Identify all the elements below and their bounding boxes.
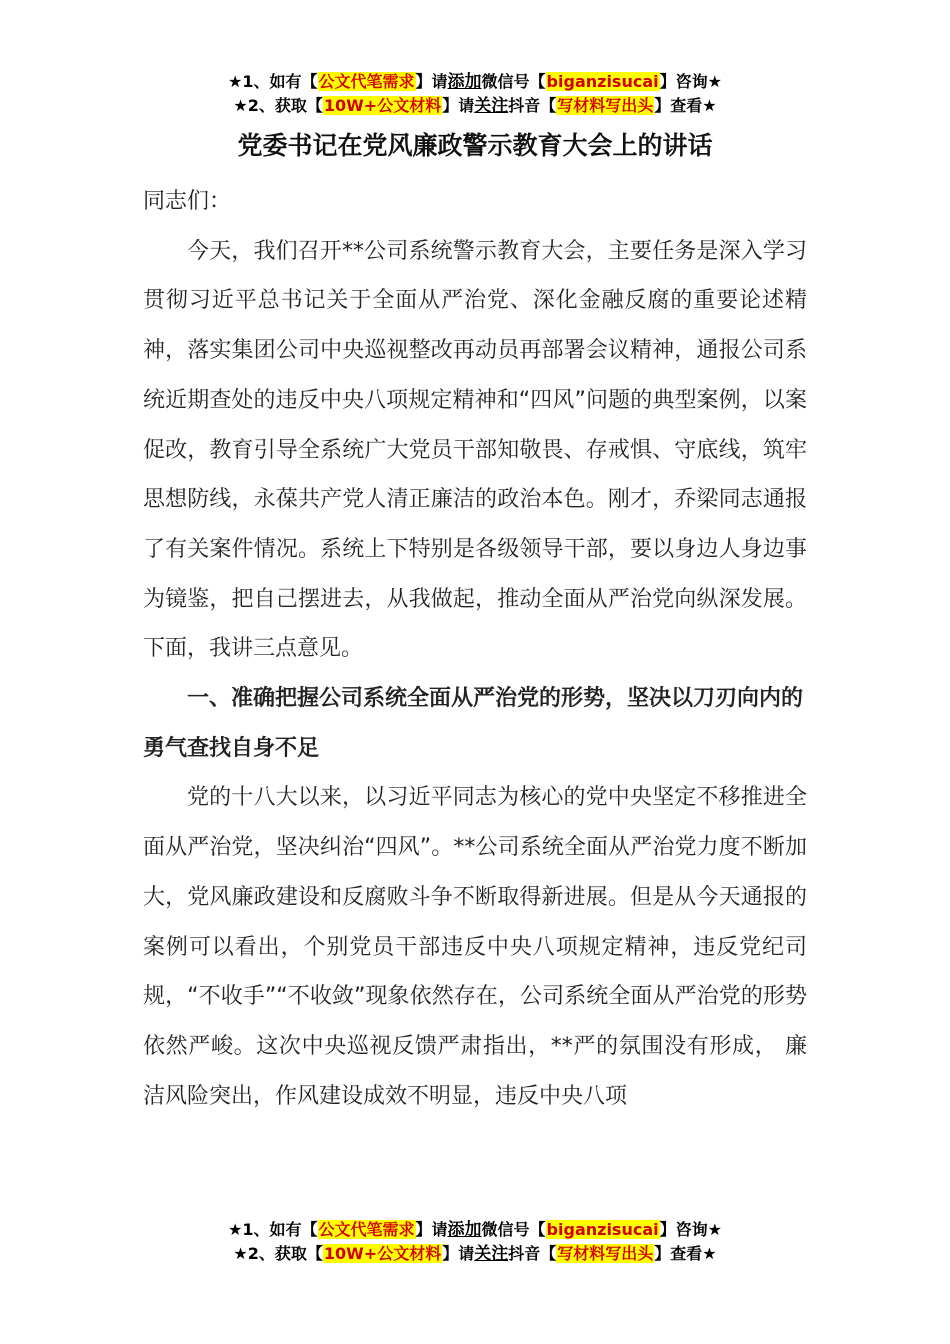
paragraph-intro: 今天，我们召开**公司系统警示教育大会，主要任务是深入学习贯彻习近平总书记关于全面从严治党、深化金融反腐的重要论述精神，落实集团公司中央巡视整改再动员再部署会议精神，通报公司系统近期查处的违反中央八项规定精神和“四风”问题的典型案例，以案促改，教育引导全系统广大党员干部知敬畏、存戒惧、守底线，筑牢思想防线，永葆共产党人清正廉洁的政治本色。刚才，乔梁同志通报了有关案件情况。系统上下特别是各级领导干部，要以身边人身边事为镜鉴，把自己摆进去，从我做起，推动全面从严治党向纵深发展。下面，我讲三点意见。 [143,238,807,662]
promo-line-1 [0,70,950,94]
promo-highlight: 10W+公文材料 [323,1244,442,1263]
promo-text: 】咨询★ [659,1220,722,1239]
promo-text: 抖音【 [508,1244,557,1263]
promo-banner-bottom [0,1218,950,1266]
promo-text: 】请 [442,1244,475,1263]
promo-emphasis: 添加 [447,72,482,92]
promo-text: 】请 [415,72,448,91]
section-heading-1: 一、准确把握公司系统全面从严治党的形势，坚决以刀刃向内的勇气查找自身不足 [143,686,804,761]
promo-emphasis: 关注 [474,96,509,116]
salutation: 同志们： [143,189,232,214]
promo-emphasis: 关注 [474,1244,509,1264]
promo-highlight: 公文代笔需求 [318,1220,415,1239]
promo-text: 】查看★ [654,96,717,115]
paragraph-section-1: 党的十八大以来，以习近平同志为核心的党中央坚定不移推进全面从严治党，坚决纠治“四风”。**公司系统全面从严治党力度不断加大，党风廉政建设和反腐败斗争不断取得新进展。但是从今天通报的案例可以看出，个别党员干部违反中央八项规定精神，违反党纪司规，“不收手”“不收敛”现象依然存在，公司系统全面从严治党的形势依然严峻。这次中央巡视反馈严肃指出，**严的氛围没有形成， 廉洁风险突出，作风建设成效不明显，违反中央八项 [143,785,807,1109]
promo-text: ★2、获取【 [233,96,323,115]
promo-text: 】查看★ [654,1244,717,1263]
promo-text: 抖音【 [508,96,557,115]
promo-highlight: 10W+公文材料 [323,96,442,115]
document-title: 党委书记在党风廉政警示教育大会上的讲话 [237,131,713,160]
promo-text: 】咨询★ [659,72,722,91]
promo-text: 微信号【 [481,1220,546,1239]
promo-highlight: 公文代笔需求 [318,72,415,91]
promo-banner-top [0,70,950,118]
promo-text: 微信号【 [481,72,546,91]
promo-text: 】请 [442,96,475,115]
promo-line-1 [0,1218,950,1242]
promo-text: ★1、如有【 [228,1220,318,1239]
promo-line-2 [0,94,950,118]
promo-text: ★1、如有【 [228,72,318,91]
promo-text: 】请 [415,1220,448,1239]
promo-text: ★2、获取【 [233,1244,323,1263]
promo-emphasis: 添加 [447,1220,482,1240]
promo-highlight: biganzisucai [546,1220,659,1239]
promo-highlight: 写材料写出头 [557,96,654,115]
promo-highlight: biganzisucai [546,72,659,91]
promo-line-2 [0,1242,950,1266]
promo-highlight: 写材料写出头 [557,1244,654,1263]
document-body [143,177,807,1121]
